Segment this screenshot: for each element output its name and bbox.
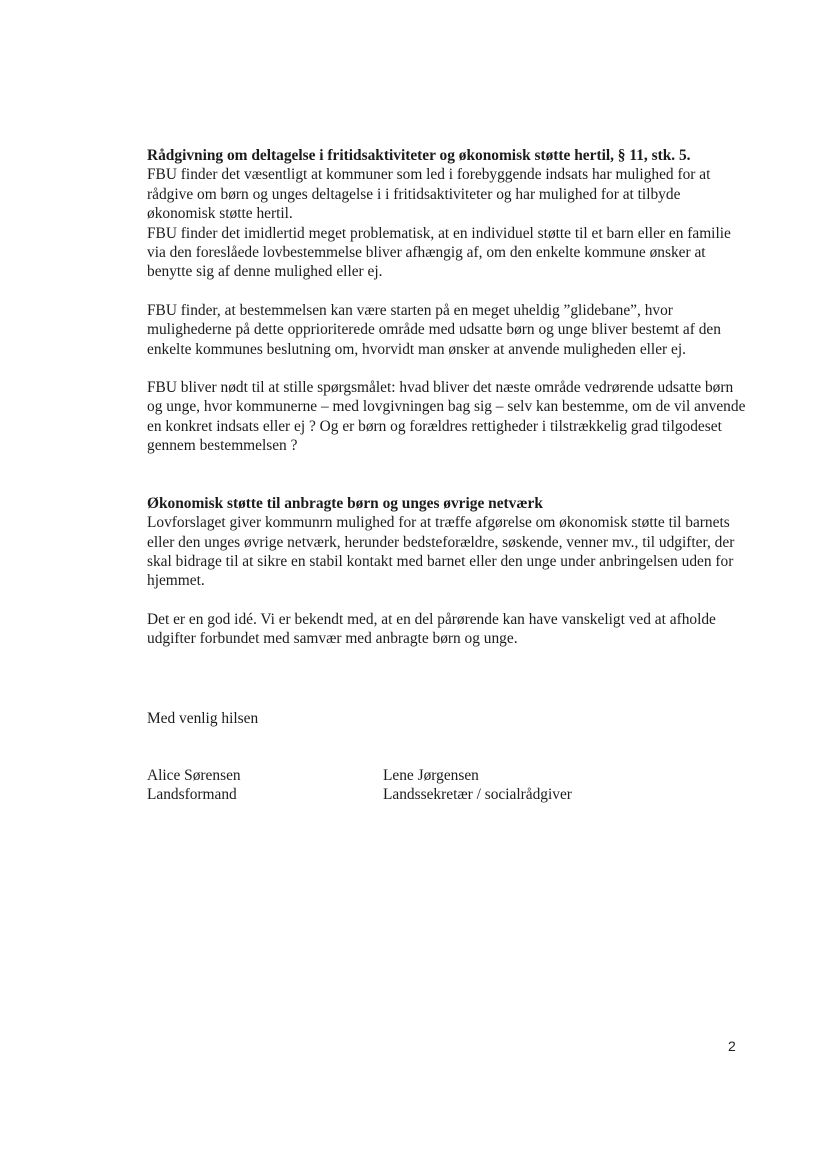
- letter-body: [147, 146, 747, 805]
- signature-block: [147, 766, 747, 805]
- closing-greeting: Med venlig hilsen: [147, 709, 259, 727]
- paragraph: Lovforslaget giver kommunrn mulighed for at træffe afgørelse om økonomisk støtte til barnets eller den unges øvrige netværk, herunder bedsteforældre, søskende, venner mv., til udgifter, der skal bidrage til at sikre en stabil kontakt med barnet eller den unge under anbringelsen uden for hjemmet.: [147, 514, 735, 590]
- signature-alice: [147, 766, 383, 805]
- signer-title: Landssekretær / socialrådgiver: [383, 786, 572, 804]
- signer-name: Alice Sørensen: [147, 766, 241, 784]
- page-number: 2: [728, 1038, 736, 1054]
- signature-lene: [383, 766, 619, 805]
- signer-title: Landsformand: [147, 786, 237, 804]
- section-heading: Økonomisk støtte til anbragte børn og unges øvrige netværk: [147, 494, 543, 512]
- section-netvaerk: [147, 494, 747, 649]
- paragraph: FBU finder det imidlertid meget problematisk, at en individuel støtte til et barn eller en familie via den foreslåede lovbestemmelse bliver afhængig af, om den enkelte kommune ønsker at benytte sig af denne mulighed eller ej.: [147, 224, 731, 281]
- paragraph: Det er en god idé. Vi er bekendt med, at en del pårørende kan have vanskeligt ved at afholde udgifter forbundet med samvær med anbragte børn og unge.: [147, 610, 716, 648]
- section-heading: Rådgivning om deltagelse i fritidsaktiviteter og økonomisk støtte hertil, § 11, stk. 5.: [147, 147, 691, 164]
- section-fritidsaktiviteter: [147, 146, 747, 456]
- paragraph: FBU bliver nødt til at stille spørgsmålet: hvad bliver det næste område vedrørende udsatte børn og unge, hvor kommunerne – med lovgivningen bag sig – selv kan bestemme, om de vil anvende en konkret indsats eller ej ? Og er børn og forældres rettigheder i tilstrækkelig grad tilgodeset gennem bestemmelsen ?: [147, 379, 746, 455]
- signer-name: Lene Jørgensen: [383, 766, 479, 784]
- paragraph: FBU finder det væsentligt at kommuner som led i forebyggende indsats har mulighed for at rådgive om børn og unges deltagelse i i fritidsaktiviteter og har mulighed for at tilbyde økonomisk støtte hertil.: [147, 166, 711, 223]
- paragraph: FBU finder, at bestemmelsen kan være starten på en meget uheldig ”glidebane”, hvor mulighederne på dette opprioriterede område med udsatte børn og unge bliver bestemt af den enkelte kommunes beslutning om, hvorvidt man ønsker at anvende muligheden eller ej.: [147, 301, 721, 358]
